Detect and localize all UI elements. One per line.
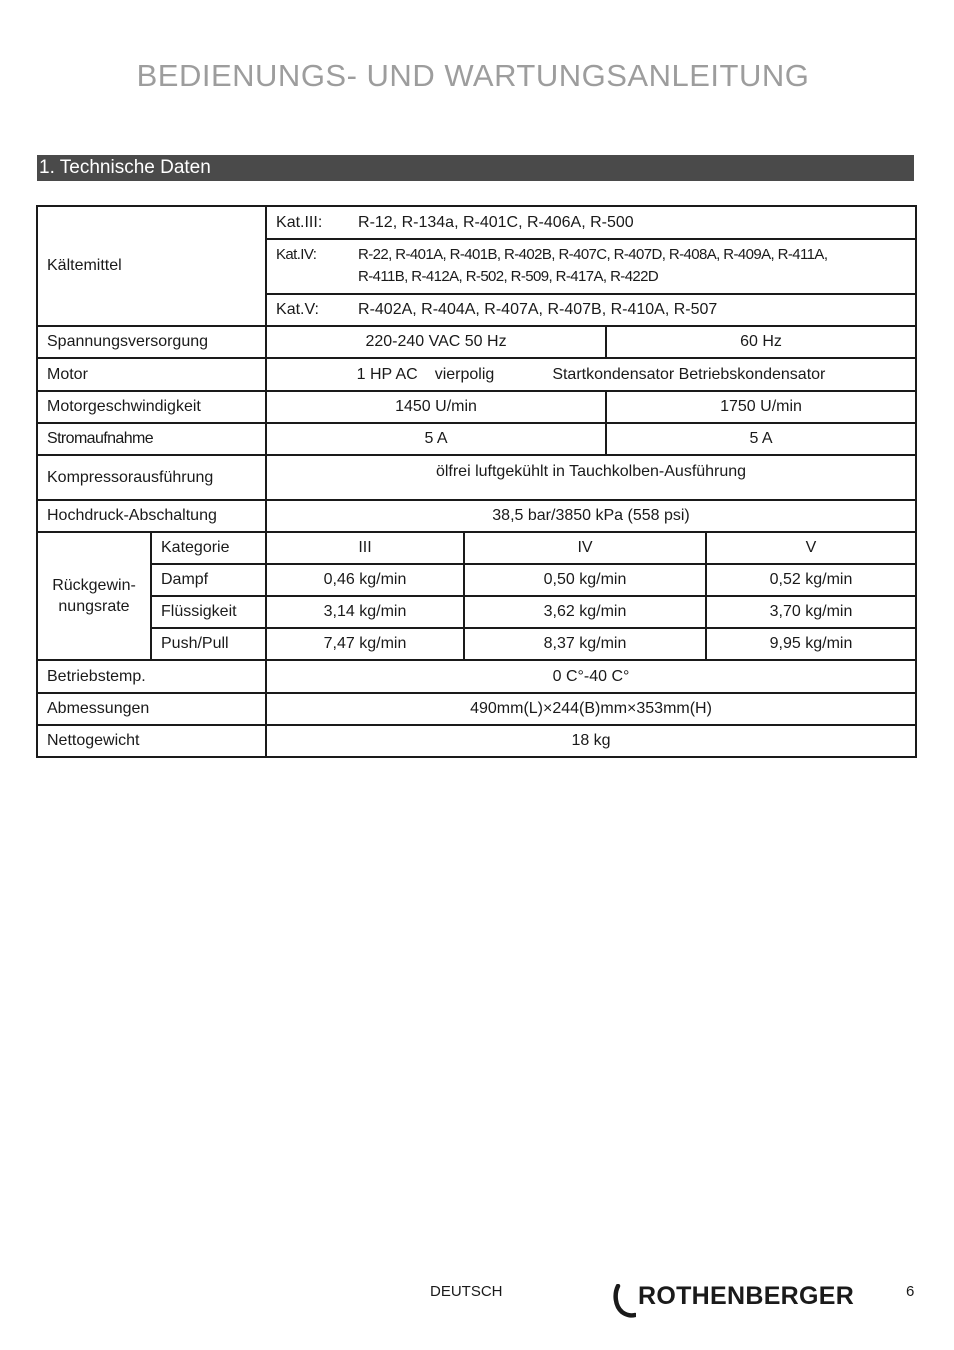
spannung-60hz: 60 Hz (606, 326, 916, 358)
hochdruck-value: 38,5 bar/3850 kPa (558 psi) (266, 500, 916, 532)
table-row (37, 358, 916, 391)
motor-power: 1 HP AC (356, 365, 418, 383)
section-heading: 1. Technische Daten (37, 155, 914, 181)
brand-name: ROTHENBERGER (638, 1282, 855, 1310)
rueckgewinnung-cell: 3,14 kg/min (266, 596, 464, 628)
kat5-value: R-402A, R-404A, R-407A, R-407B, R-410A, R-507 (358, 301, 718, 318)
row-label-betriebstemp: Betriebstemp. (37, 660, 266, 693)
kat4-label: Kat.IV: (276, 246, 317, 263)
geschwindigkeit-60hz: 1750 U/min (606, 391, 916, 423)
table-row (37, 532, 916, 564)
kat4-value-line2: R-411B, R-412A, R-502, R-509, R-417A, R-422D (358, 268, 659, 285)
rueckgewinnung-row-name: Push/Pull (151, 628, 266, 660)
rueckgewinnung-cell: 7,47 kg/min (266, 628, 464, 660)
kat4-cell (266, 239, 916, 294)
rueckgewinnung-cell: 3,62 kg/min (464, 596, 706, 628)
technical-data-table (36, 205, 917, 758)
document-title: BEDIENUNGS- UND WARTUNGSANLEITUNG (136, 58, 810, 93)
kat3-label: Kat.III: (276, 213, 323, 231)
table-row (37, 628, 916, 660)
spannung-50hz: 220-240 VAC 50 Hz (266, 326, 606, 358)
rueckgewinnung-row-name: Flüssigkeit (151, 596, 266, 628)
kompressor-value: ölfrei luftgekühlt in Tauchkolben-Ausführung (266, 455, 916, 500)
table-row (37, 455, 916, 500)
rueckgewinnung-row-name: Kategorie (151, 532, 266, 564)
gewicht-value: 18 kg (266, 725, 916, 757)
rueckgewinnung-cell: 8,37 kg/min (464, 628, 706, 660)
table-row (37, 206, 916, 239)
betriebstemp-value: 0 C°-40 C° (266, 660, 916, 693)
motor-poles: vierpolig (434, 365, 495, 383)
rueckgewinnung-row-name: Dampf (151, 564, 266, 596)
rueckgewinnung-cell: 0,50 kg/min (464, 564, 706, 596)
row-label-gewicht: Nettogewicht (37, 725, 266, 757)
rueckgewinnung-cell: 0,52 kg/min (706, 564, 916, 596)
kat3-value: R-12, R-134a, R-401C, R-406A, R-500 (358, 213, 634, 231)
geschwindigkeit-50hz: 1450 U/min (266, 391, 606, 423)
table-row (37, 596, 916, 628)
row-label-kaeltemittel: Kältemittel (37, 206, 266, 326)
motor-capacitor: Startkondensator Betriebskondensator (552, 365, 826, 383)
row-label-hochdruck: Hochdruck-Abschaltung (37, 500, 266, 532)
row-label-abmessungen: Abmessungen (37, 693, 266, 725)
rueckgewinnung-cell: V (706, 532, 916, 564)
rueckgewinnung-cell: IV (464, 532, 706, 564)
table-row (37, 423, 916, 455)
motor-value (266, 358, 916, 391)
kat3-cell (266, 206, 916, 239)
rueckgewinnung-cell: 9,95 kg/min (706, 628, 916, 660)
kat4-value-line1: R-22, R-401A, R-401B, R-402B, R-407C, R-407D, R-408A, R-409A, R-411A, (358, 246, 828, 263)
table-row (37, 660, 916, 693)
table-row (37, 564, 916, 596)
table-row (37, 326, 916, 358)
page-number: 6 (906, 1283, 915, 1300)
rueckgewinnung-cell: 3,70 kg/min (706, 596, 916, 628)
rueckgewinnung-label-line2: nungsrate (58, 598, 130, 615)
kat5-label: Kat.V: (276, 301, 319, 318)
kat5-cell (266, 294, 916, 326)
rueckgewinnung-cell: III (266, 532, 464, 564)
row-label-kompressor: Kompressorausführung (37, 455, 266, 500)
row-label-motor: Motor (37, 358, 266, 391)
logo-hook-icon (612, 1284, 636, 1318)
rueckgewinnung-label-line1: Rückgewin- (52, 577, 136, 594)
footer-language: DEUTSCH (430, 1283, 503, 1300)
strom-60hz: 5 A (606, 423, 916, 455)
row-label-rueckgewinnung (37, 532, 151, 660)
brand-logo (612, 1280, 862, 1320)
abmessungen-value: 490mm(L)×244(B)mm×353mm(H) (266, 693, 916, 725)
row-label-strom: Stromaufnahme (37, 423, 266, 455)
table-row (37, 500, 916, 532)
row-label-spannung: Spannungsversorgung (37, 326, 266, 358)
rueckgewinnung-cell: 0,46 kg/min (266, 564, 464, 596)
table-row (37, 725, 916, 757)
row-label-geschwindigkeit: Motorgeschwindigkeit (37, 391, 266, 423)
table-row (37, 693, 916, 725)
table-row (37, 391, 916, 423)
strom-50hz: 5 A (266, 423, 606, 455)
